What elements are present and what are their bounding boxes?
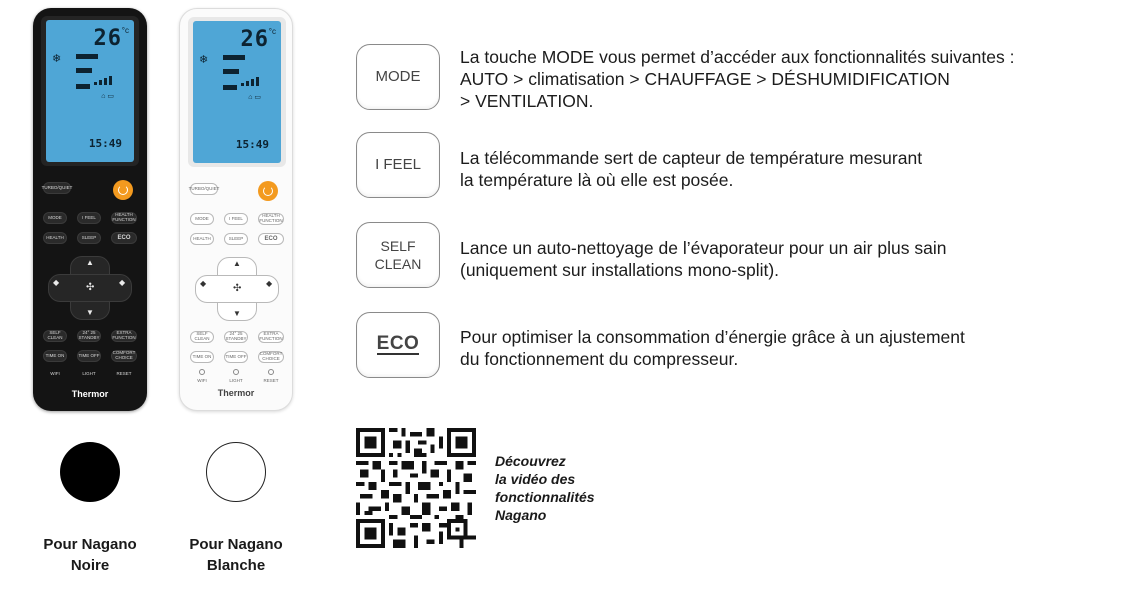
turbo-button[interactable]: TURBO/QUIET <box>190 183 218 195</box>
wifi-button[interactable]: WIFI <box>197 377 207 383</box>
direction-pad <box>195 257 279 321</box>
self-clean-button[interactable]: SELF CLEAN <box>43 330 67 342</box>
lcd-segment <box>223 85 237 90</box>
swing-right-icon[interactable]: ◆ <box>119 278 126 287</box>
reset-dot-icon <box>268 369 274 375</box>
swing-right-icon[interactable]: ◆ <box>266 279 273 288</box>
ifeel-key-label: I FEEL <box>375 156 421 173</box>
swing-left-icon[interactable]: ◆ <box>53 278 60 287</box>
cool-icon: ❄ <box>52 53 62 65</box>
reset-button[interactable]: RESET <box>116 370 132 376</box>
lcd-clock: 15:49 <box>88 137 122 150</box>
direction-pad <box>48 256 132 320</box>
caption-black-text: Pour Nagano Noire <box>43 536 137 574</box>
cool-icon: ❄ <box>199 54 209 66</box>
sleep-button[interactable]: SLEEP <box>224 233 248 245</box>
mode-key-label: MODE <box>375 68 421 85</box>
down-arrow-icon[interactable]: ▼ <box>233 309 241 318</box>
lcd-segment <box>223 69 239 74</box>
lcd-temperature: 26 <box>240 27 269 52</box>
time-on-button[interactable]: TIME ON <box>43 350 67 362</box>
degree-icon: °c <box>121 26 129 35</box>
lcd-display <box>193 21 281 163</box>
remote-white <box>179 8 293 411</box>
brand-logo: Thermor <box>71 389 109 399</box>
lcd-segment <box>76 68 92 73</box>
extra-function-button[interactable]: EXTRA FUNCTION <box>259 331 283 341</box>
degree-icon: °c <box>268 27 276 36</box>
caption-white <box>166 534 306 576</box>
mode-button[interactable]: MODE <box>43 212 67 224</box>
signal-bars-icon <box>94 76 112 85</box>
health-button[interactable]: HEALTH <box>190 233 214 245</box>
black-color-swatch <box>60 442 120 502</box>
light-button[interactable]: LIGHT <box>82 370 96 376</box>
light-button[interactable]: LIGHT <box>229 377 243 383</box>
mode-button[interactable]: MODE <box>190 213 214 225</box>
down-arrow-icon[interactable]: ▼ <box>86 308 94 317</box>
up-arrow-icon[interactable]: ▲ <box>86 258 94 267</box>
ifeel-button[interactable]: I FEEL <box>77 212 101 224</box>
lcd-segment <box>76 84 90 89</box>
time-off-button[interactable]: TIME OFF <box>224 351 248 363</box>
fan-icon[interactable]: ✣ <box>86 282 95 293</box>
health-button[interactable]: HEALTH <box>43 232 67 244</box>
comfort-button[interactable]: COMFORT CHOICE <box>112 350 136 360</box>
lcd-temperature: 26 <box>93 26 122 51</box>
eco-key <box>356 312 440 378</box>
eco-button[interactable]: ECO <box>258 233 284 245</box>
lcd-display <box>46 20 134 162</box>
ifeel-key <box>356 132 440 198</box>
health-function-button[interactable]: HEALTH FUNCTION <box>112 212 136 222</box>
time-off-button[interactable]: TIME OFF <box>77 350 101 362</box>
fan-icon[interactable]: ✣ <box>233 283 242 294</box>
power-button[interactable] <box>258 181 278 201</box>
remote-screen <box>188 17 286 167</box>
remote-black <box>33 8 147 411</box>
qr-code[interactable] <box>356 428 476 548</box>
power-button[interactable] <box>113 180 133 200</box>
mode-key <box>356 44 440 110</box>
swing-left-icon[interactable]: ◆ <box>200 279 207 288</box>
lcd-clock: 15:49 <box>235 138 269 151</box>
lcd-segment <box>223 55 245 60</box>
sleep-button[interactable]: SLEEP <box>77 232 101 244</box>
standby-button[interactable]: 24° 25 STANDBY <box>225 331 247 341</box>
up-arrow-icon[interactable]: ▲ <box>233 259 241 268</box>
brand-logo: Thermor <box>217 388 255 398</box>
caption-black <box>20 534 160 576</box>
qr-caption: Découvrez la vidéo des fonctionnalités Nagano <box>495 453 595 523</box>
self-clean-key-label: SELF CLEAN <box>374 238 422 272</box>
wifi-button[interactable]: WIFI <box>50 370 60 376</box>
fan-icon: ⌂ ▭ <box>101 93 114 100</box>
mode-description: La touche MODE vous permet d’accéder aux fonctionnalités suivantes : AUTO > climatisation > CHAUFFAGE > DÉSHUMIDIFICATION > VENTILATION. <box>460 47 1015 111</box>
reset-button[interactable]: RESET <box>263 377 279 383</box>
time-on-button[interactable]: TIME ON <box>190 351 214 363</box>
ifeel-description: La télécommande sert de capteur de température mesurant la température là où elle est posée. <box>460 148 923 190</box>
eco-description: Pour optimiser la consommation d’énergie grâce à un ajustement du fonctionnement du compresseur. <box>460 327 965 369</box>
white-color-swatch <box>206 442 266 502</box>
comfort-button[interactable]: COMFORT CHOICE <box>259 351 283 361</box>
self-clean-description: Lance un auto-nettoyage de l’évaporateur pour un air plus sain (uniquement sur installations mono-split). <box>460 238 947 280</box>
caption-white-text: Pour Nagano Blanche <box>189 536 283 574</box>
remote-screen <box>41 16 139 166</box>
health-function-button[interactable]: HEALTH FUNCTION <box>259 213 283 223</box>
signal-bars-icon <box>241 77 259 86</box>
lcd-segment <box>76 54 98 59</box>
standby-button[interactable]: 24° 25 STANDBY <box>78 330 100 340</box>
eco-key-label: ECO <box>376 333 420 354</box>
extra-function-button[interactable]: EXTRA FUNCTION <box>112 330 136 340</box>
wifi-dot-icon <box>199 369 205 375</box>
self-clean-button[interactable]: SELF CLEAN <box>190 331 214 343</box>
eco-button[interactable]: ECO <box>111 232 137 244</box>
fan-icon: ⌂ ▭ <box>248 94 261 101</box>
self-clean-key <box>356 222 440 288</box>
ifeel-button[interactable]: I FEEL <box>224 213 248 225</box>
light-dot-icon <box>233 369 239 375</box>
turbo-button[interactable]: TURBO/QUIET <box>43 182 71 194</box>
